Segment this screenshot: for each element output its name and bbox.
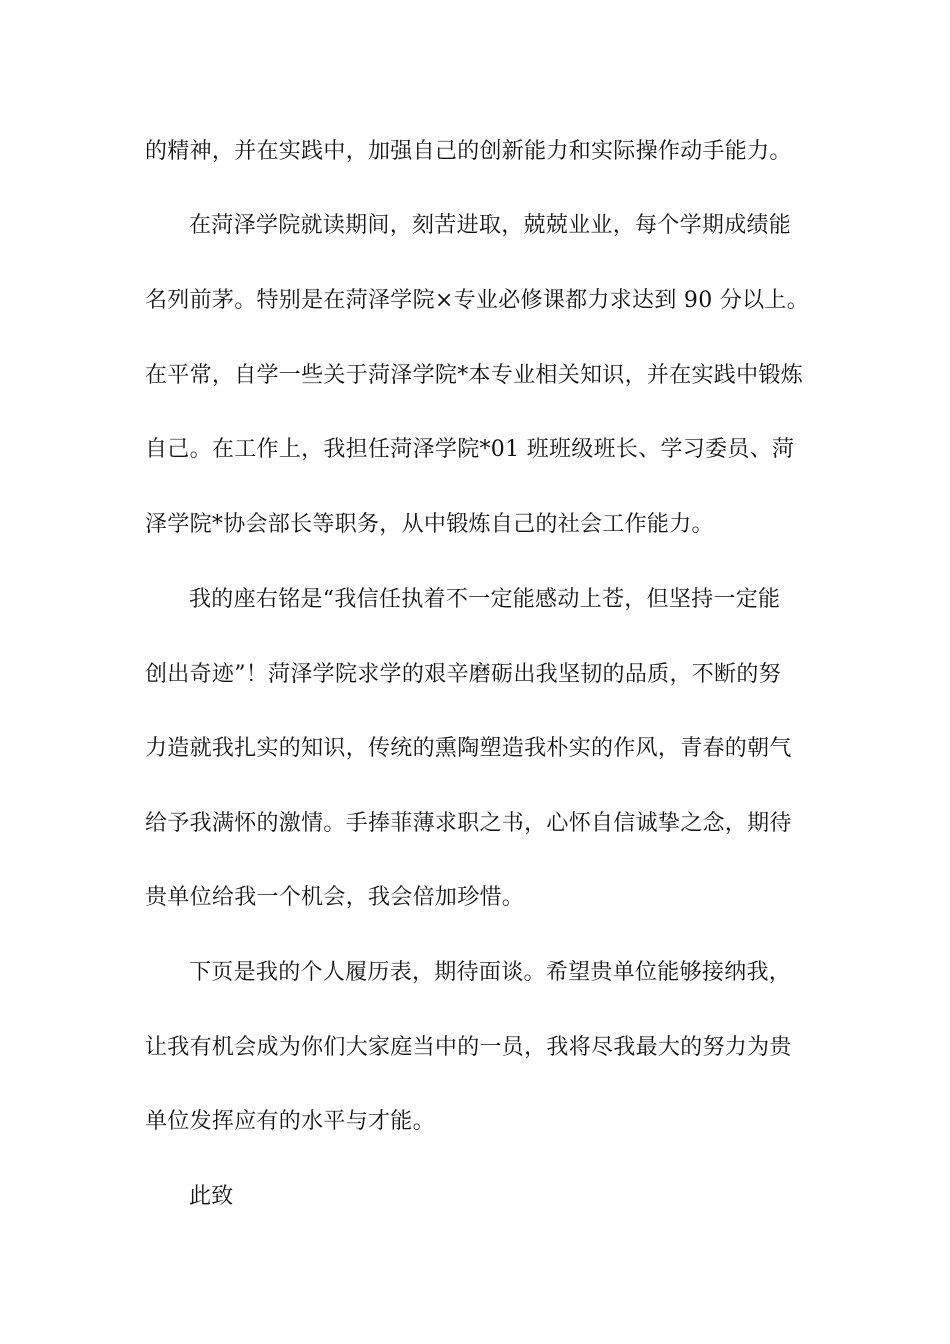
text-line-8: 创出奇迹”！菏泽学院求学的艰辛磨砺出我坚韧的品质，不断的努 <box>145 662 781 687</box>
text-line-4: 在平常，自学一些关于菏泽学院*本专业相关知识，并在实践中锻炼 <box>145 363 804 388</box>
text-line-15: 此致 <box>189 1184 234 1209</box>
text-line-1: 的精神，并在实践中，加强自己的创新能力和实际操作动手能力。 <box>145 139 792 164</box>
text-line-7: 我的座右铭是“我信任执着不一定能感动上苍，但坚持一定能 <box>189 587 781 612</box>
text-line-14: 单位发挥应有的水平与才能。 <box>145 1109 435 1134</box>
text-line-10: 给予我满怀的激情。手捧菲薄求职之书，心怀自信诚挚之念，期待 <box>145 811 792 836</box>
text-line-2: 在菏泽学院就读期间，刻苦进取，兢兢业业，每个学期成绩能 <box>189 213 792 238</box>
text-line-5: 自己。在工作上，我担任菏泽学院*01 班班级班长、学习委员、菏 <box>145 437 795 462</box>
text-line-11: 贵单位给我一个机会，我会倍加珍惜。 <box>145 885 525 910</box>
text-line-3: 名列前茅。特别是在菏泽学院×专业必修课都力求达到 90 分以上。 <box>145 288 810 313</box>
text-line-13: 让我有机会成为你们大家庭当中的一员，我将尽我最大的努力为贵 <box>145 1035 792 1060</box>
text-line-6: 泽学院*协会部长等职务，从中锻炼自己的社会工作能力。 <box>145 512 714 537</box>
text-line-12: 下页是我的个人履历表，期待面谈。希望贵单位能够接纳我， <box>189 960 792 985</box>
text-line-9: 力造就我扎实的知识，传统的熏陶塑造我朴实的作风，青春的朝气 <box>145 736 792 761</box>
